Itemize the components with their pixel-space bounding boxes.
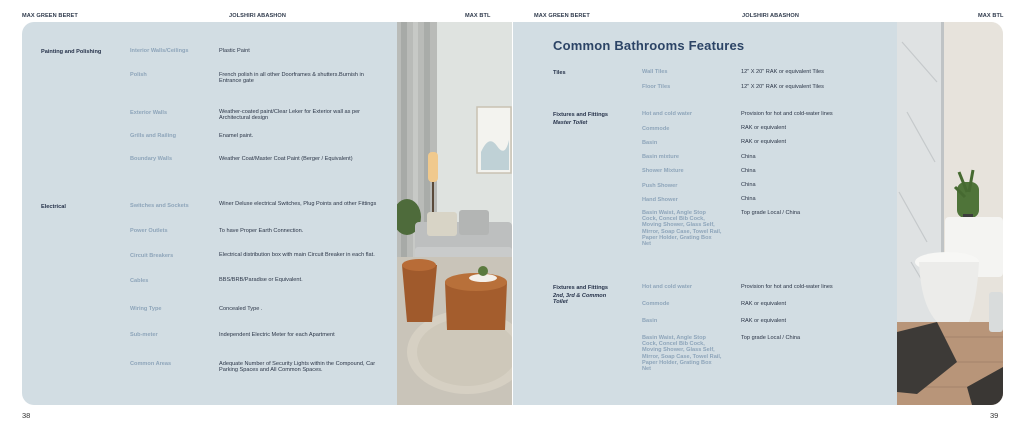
spec-label: Hand Shower — [642, 197, 678, 203]
spec-value: 12" X 20" RAK or equivalent Tiles — [741, 69, 824, 75]
category-tiles: Tiles — [553, 70, 566, 76]
spec-label: Wiring Type — [130, 306, 162, 312]
spec-value: Provision for hot and cold-water lines — [741, 284, 833, 290]
spec-label: Hot and cold water — [642, 111, 693, 117]
header-brand-left: MAX GREEN BERET — [22, 13, 78, 19]
spec-label: Push Shower — [642, 183, 678, 189]
spec-label: Power Outlets — [130, 228, 168, 234]
spec-value: Top grade Local / China — [741, 335, 801, 341]
spec-label: Wall Tiles — [642, 69, 668, 75]
spec-value: Top grade Local / China — [741, 210, 801, 216]
spec-value: French polish in all other Doorframes & shutters.Burnish in Entrance gate — [219, 72, 364, 85]
category-painting: Painting and Polishing — [41, 49, 102, 55]
spec-label: Basin Waist, Angle Stop Cock, Concel Bib Cock, Moving Shower, Glass Self, Mirror, Soap Case, Towel Rail, Paper Holder, Grating Box Net — [642, 335, 722, 373]
spec-label: Hot and cold water — [642, 284, 693, 290]
page-number-left: 38 — [22, 411, 31, 420]
spec-value: Independent Electric Meter for each Apartment — [219, 332, 335, 338]
header-company-left: MAX BTL — [465, 13, 491, 19]
spec-value: RAK or equivalent — [741, 318, 787, 324]
spec-value: BBS/BRB/Paradise or Equivalent. — [219, 277, 303, 283]
spec-value: Electrical distribution box with main Circuit Breaker in each flat. — [219, 252, 375, 258]
spec-value: Provision for hot and cold-water lines — [741, 111, 833, 117]
spec-value: China — [741, 182, 756, 188]
spec-value: RAK or equivalent — [741, 125, 787, 131]
spec-value: Winer Deluxe electrical Switches, Plug Points and other Fittings — [219, 201, 377, 207]
spec-label: Boundary Walls — [130, 156, 173, 162]
spec-label: Commode — [642, 126, 670, 132]
spec-value: China — [741, 196, 756, 202]
spec-value: Concealed Type . — [219, 306, 263, 312]
spec-label: Circuit Breakers — [130, 253, 174, 259]
spec-value: 12" X 20" RAK or equivalent Tiles — [741, 84, 824, 90]
spec-label: Basin — [642, 318, 658, 324]
page-title: Common Bathrooms Features — [553, 38, 745, 53]
page-number-right: 39 — [990, 411, 999, 420]
spec-value: China — [741, 154, 756, 160]
spec-label: Cables — [130, 278, 149, 284]
spec-label: Common Areas — [130, 361, 172, 367]
spec-label: Floor Tiles — [642, 84, 671, 90]
spec-label: Basin Waist, Angle Stop Cock, Concel Bib Cock, Moving Shower, Glass Self, Mirror, Soap Case, Towel Rail, Paper Holder, Grating Box Net — [642, 210, 722, 248]
category-fixtures-master: Fixtures and Fittings — [553, 112, 609, 118]
header-project-left: JOLSHIRI ABASHON — [229, 13, 287, 19]
category-subtitle: 2nd, 3rd & Common Toilet — [553, 293, 607, 306]
spec-value: To have Proper Earth Connection. — [219, 228, 304, 234]
spec-label: Shower Mixture — [642, 168, 684, 174]
spec-value: RAK or equivalent — [741, 301, 787, 307]
spec-label: Switches and Sockets — [130, 203, 189, 209]
category-fixtures-common: Fixtures and Fittings — [553, 285, 609, 291]
spec-label: Polish — [130, 72, 147, 78]
spec-label: Grills and Railing — [130, 133, 177, 139]
spec-label: Basin mixture — [642, 154, 679, 160]
spec-value: Adequate Number of Security Lights within the Compound, Car Parking Spaces and All Common Spaces. — [219, 361, 376, 374]
spec-label: Exterior Walls — [130, 110, 168, 116]
spec-value: Weather-coated paint/Clear Leker for Exterior wall as per Architectural design — [219, 109, 361, 122]
spec-label: Interior Walls/Ceilings — [130, 48, 189, 54]
spec-label: Basin — [642, 140, 658, 146]
header-company-right: MAX BTL — [978, 13, 1004, 19]
spec-value: Weather Coat/Master Coat Paint (Berger / Equivalent) — [219, 156, 353, 162]
spec-value: RAK or equivalent — [741, 139, 787, 145]
spec-label: Commode — [642, 301, 670, 307]
spec-value: Enamel paint. — [219, 133, 254, 139]
spec-label: Sub-meter — [130, 332, 158, 338]
spec-value: Plastic Paint — [219, 48, 250, 54]
header-project-right: JOLSHIRI ABASHON — [742, 13, 800, 19]
category-electrical: Electrical — [41, 204, 66, 210]
category-subtitle: Master Toilet — [553, 120, 588, 126]
bathroom-photo — [897, 22, 1003, 405]
living-room-photo — [397, 22, 512, 405]
header-brand-right: MAX GREEN BERET — [534, 13, 590, 19]
spec-value: China — [741, 168, 756, 174]
